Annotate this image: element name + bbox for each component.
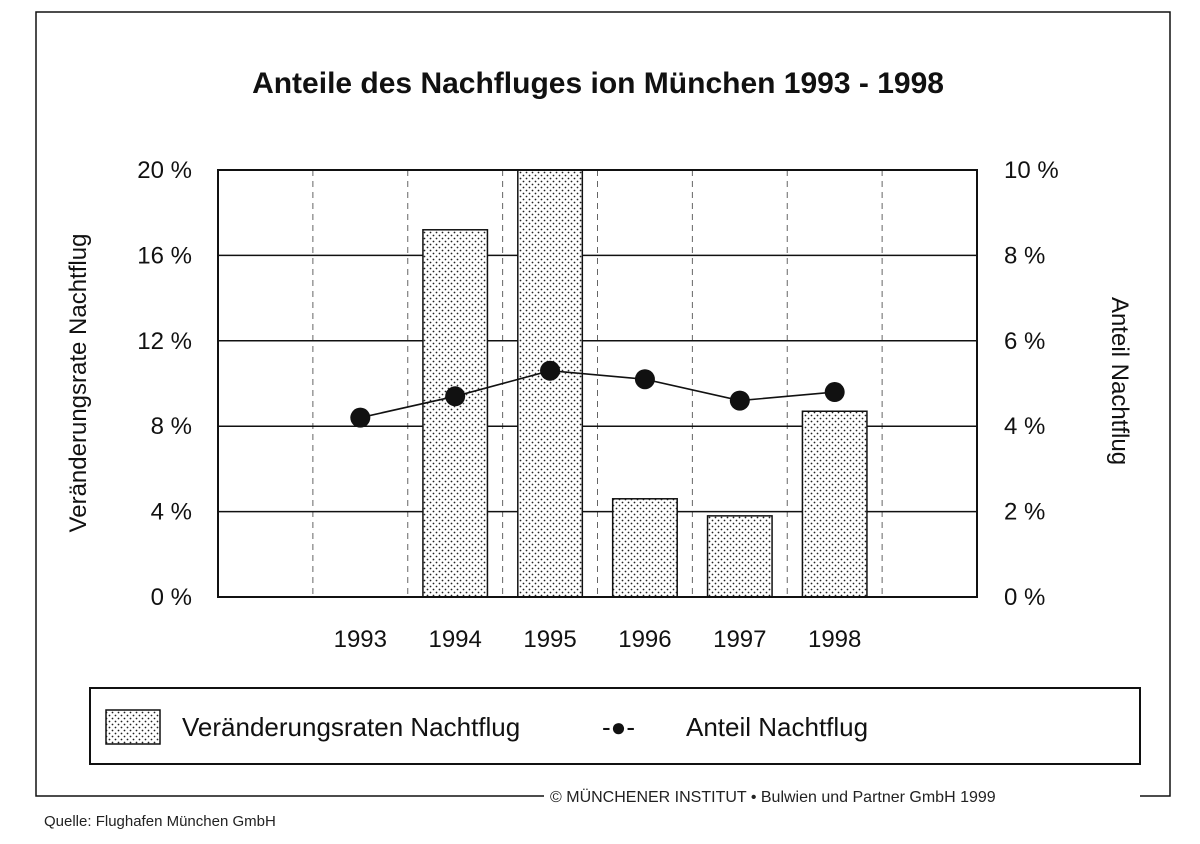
point-1997: [730, 391, 750, 411]
legend: [90, 688, 1140, 764]
left-tick-label: 20 %: [137, 157, 192, 184]
point-1998: [825, 382, 845, 402]
legend-bar-swatch: [106, 710, 160, 744]
bar-1995: [518, 170, 583, 597]
right-tick-label: 6 %: [1004, 327, 1046, 355]
left-tick-label: 8 %: [150, 413, 192, 441]
left-tick-label: 4 %: [150, 498, 192, 526]
x-tick-label: 1997: [713, 626, 767, 653]
x-tick-label: 1996: [618, 626, 672, 653]
legend-line-label: Anteil Nachtflug: [686, 712, 869, 742]
right-axis-label: Anteil Nachtflug: [1106, 296, 1133, 466]
credit-text: © MÜNCHENER INSTITUT • Bulwien und Partner GmbH 1999: [550, 789, 996, 806]
x-tick-label: 1994: [428, 626, 482, 653]
chart-title: Anteile des Nachfluges ion München 1993 - 1998: [252, 67, 944, 100]
left-tick-label: 12 %: [137, 327, 192, 355]
x-tick-label: 1993: [333, 626, 388, 653]
left-tick-label: 0 %: [150, 584, 192, 611]
x-tick-labels: [334, 626, 862, 653]
point-1994: [445, 386, 465, 406]
right-tick-label: 2 %: [1004, 498, 1046, 526]
point-1995: [540, 361, 560, 381]
bar-1994: [423, 230, 488, 597]
legend-separator: -●-: [602, 712, 636, 742]
right-tick-label: 0 %: [1004, 584, 1046, 611]
outer-frame: [36, 12, 1170, 796]
source-note: Quelle: Flughafen München GmbH: [44, 813, 276, 830]
left-tick-label: 16 %: [137, 242, 192, 270]
right-tick-label: 4 %: [1004, 413, 1046, 441]
legend-bar-label: Veränderungsraten Nachtflug: [182, 712, 521, 742]
right-tick-label: 8 %: [1004, 242, 1046, 270]
x-tick-label: 1995: [523, 626, 577, 653]
right-tick-label: 10 %: [1004, 157, 1059, 184]
left-axis-label: Veränderungsrate Nachtflug: [65, 233, 92, 533]
point-1993: [350, 408, 370, 428]
bar-1998: [802, 411, 867, 597]
bar-1997: [708, 516, 773, 597]
bar-1996: [613, 499, 678, 597]
left-tick-labels: [137, 157, 192, 611]
right-tick-labels: [1004, 157, 1059, 611]
point-1996: [635, 369, 655, 389]
x-tick-label: 1998: [807, 626, 862, 653]
